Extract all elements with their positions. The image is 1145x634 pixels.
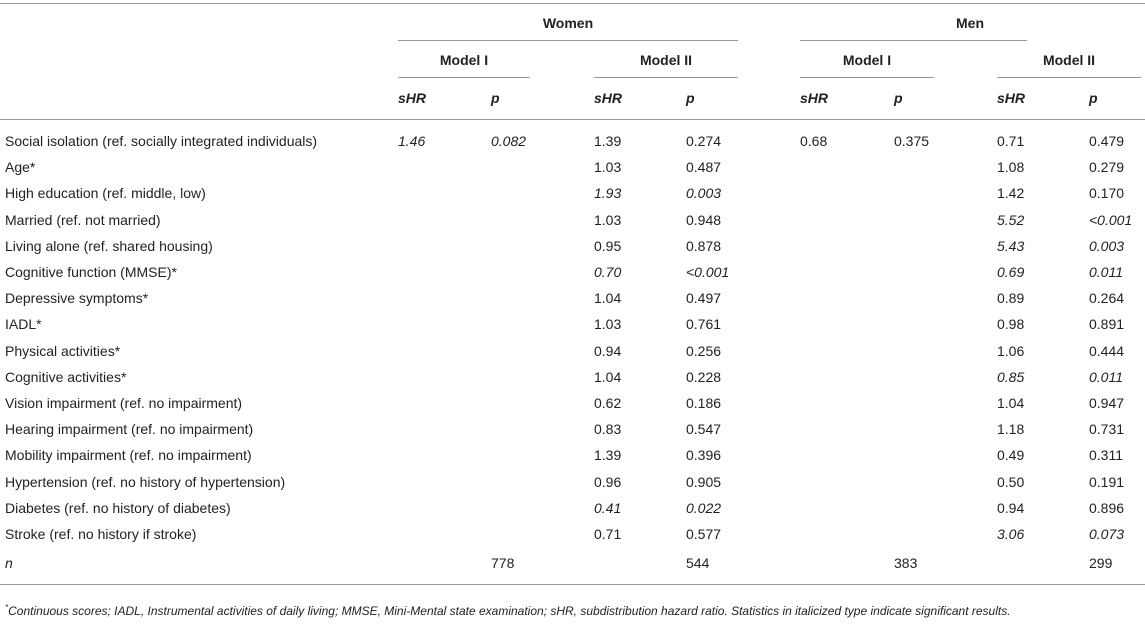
men-m2-shr-cell: 0.69 (997, 264, 1025, 280)
women-m2-p-header: p (686, 90, 695, 106)
women-m1-p-cell: 0.082 (491, 133, 527, 149)
row-label: High education (ref. middle, low) (5, 185, 206, 201)
men-m2-p-cell: 0.279 (1089, 159, 1125, 175)
table-footnote (5, 599, 1141, 620)
men-m2-shr-cell: 0.94 (997, 500, 1025, 516)
women-m2-p-cell: 0.905 (686, 474, 722, 490)
n-row-label: n (5, 555, 13, 571)
row-label: Cognitive function (MMSE)* (5, 264, 177, 280)
men-m2-p-cell: 0.011 (1089, 369, 1123, 385)
men-m2-shr-cell: 0.50 (997, 474, 1025, 490)
women-m2-shr-cell: 1.03 (594, 159, 622, 175)
women-m1-shr-header: sHR (398, 90, 427, 106)
women-m2-p-cell: 0.497 (686, 290, 722, 306)
men-m2-shr-cell: 1.18 (997, 421, 1025, 437)
women-model2-header: Model II (639, 52, 693, 68)
men-m2-shr-cell: 0.98 (997, 316, 1025, 332)
women-m2-shr-cell: 0.70 (594, 264, 622, 280)
row-label: Hypertension (ref. no history of hypertension) (5, 474, 286, 490)
row-label: Hearing impairment (ref. no impairment) (5, 421, 254, 437)
women-m2-p-cell: 0.022 (686, 500, 722, 516)
men-m2-shr-header: sHR (997, 90, 1026, 106)
table-top-rule (0, 3, 1145, 4)
women-m2-p-cell: 0.948 (686, 212, 722, 228)
women-m2-shr-cell: 1.03 (594, 316, 622, 332)
women-m2-p-cell: 0.878 (686, 238, 722, 254)
women-m2-shr-cell: 0.96 (594, 474, 622, 490)
men-model1-header: Model I (842, 52, 892, 68)
men-group-rule (800, 40, 1027, 41)
women-m2-shr-cell: 1.04 (594, 290, 622, 306)
row-label: Age* (5, 159, 36, 175)
men-m2-shr-cell: 5.43 (997, 238, 1025, 254)
table-bottom-rule (0, 584, 1145, 585)
row-label: Diabetes (ref. no history of diabetes) (5, 500, 231, 516)
men-m2-shr-cell: 1.08 (997, 159, 1025, 175)
men-m1-shr-header: sHR (800, 90, 829, 106)
men-m2-p-cell: 0.311 (1089, 447, 1123, 463)
women-m2-p-cell: <0.001 (686, 264, 730, 280)
women-m2-p-cell: 0.274 (686, 133, 722, 149)
women-m2-shr-cell: 0.71 (594, 526, 622, 542)
women-m2-shr-cell: 0.62 (594, 395, 622, 411)
men-m2-shr-cell: 1.04 (997, 395, 1025, 411)
row-label: Married (ref. not married) (5, 212, 161, 228)
row-label: Vision impairment (ref. no impairment) (5, 395, 243, 411)
women-m2-p-cell: 0.256 (686, 343, 722, 359)
women-m2-shr-cell: 0.41 (594, 500, 622, 516)
men-m2-p-cell: 0.896 (1089, 500, 1125, 516)
men-m1-shr-cell: 0.68 (800, 133, 828, 149)
men-m2-p-cell: 0.444 (1089, 343, 1125, 359)
women-m2-p-cell: 0.761 (686, 316, 722, 332)
row-label: Physical activities* (5, 343, 121, 359)
row-label: Cognitive activities* (5, 369, 127, 385)
row-label: Depressive symptoms* (5, 290, 149, 306)
n-men-model1: 383 (894, 555, 918, 571)
n-women-model1: 778 (491, 555, 515, 571)
row-label: Social isolation (ref. socially integrated individuals) (5, 133, 318, 149)
men-m2-p-header: p (1089, 90, 1098, 106)
women-m2-p-cell: 0.003 (686, 185, 722, 201)
women-m2-shr-cell: 0.83 (594, 421, 622, 437)
footnote-text: Continuous scores; IADL, Instrumental activities of daily living; MMSE, Mini-Mental state examination; sHR, subdistribution hazard ratio. Statistics in italicized type indicate significant results. (8, 604, 1011, 618)
women-group-rule (398, 40, 738, 41)
women-m2-p-cell: 0.577 (686, 526, 722, 542)
men-model2-rule (997, 77, 1141, 78)
women-model1-header: Model I (439, 52, 489, 68)
n-men-model2: 299 (1089, 555, 1113, 571)
men-m2-p-cell: 0.731 (1089, 421, 1125, 437)
women-m2-shr-cell: 1.93 (594, 185, 622, 201)
women-m2-p-cell: 0.396 (686, 447, 722, 463)
women-m2-shr-header: sHR (594, 90, 623, 106)
women-m2-p-cell: 0.547 (686, 421, 722, 437)
men-m2-shr-cell: 3.06 (997, 526, 1025, 542)
men-m2-shr-cell: 0.49 (997, 447, 1025, 463)
group-header-women: Women (542, 15, 594, 31)
men-m2-shr-cell: 0.89 (997, 290, 1025, 306)
women-m2-shr-cell: 0.95 (594, 238, 622, 254)
men-m2-p-cell: 0.264 (1089, 290, 1125, 306)
men-model1-rule (800, 77, 934, 78)
men-m2-shr-cell: 0.85 (997, 369, 1025, 385)
footnote-marker: * (5, 603, 9, 612)
men-m1-p-cell: 0.375 (894, 133, 930, 149)
women-m2-p-cell: 0.186 (686, 395, 722, 411)
men-m2-shr-cell: 0.71 (997, 133, 1025, 149)
men-m2-p-cell: 0.011 (1089, 264, 1123, 280)
row-label: Mobility impairment (ref. no impairment) (5, 447, 252, 463)
row-label: Stroke (ref. no history if stroke) (5, 526, 197, 542)
row-label: IADL* (5, 316, 42, 332)
women-m2-shr-cell: 0.94 (594, 343, 622, 359)
women-m2-p-cell: 0.487 (686, 159, 722, 175)
men-m2-shr-cell: 1.06 (997, 343, 1025, 359)
men-m2-shr-cell: 5.52 (997, 212, 1025, 228)
men-m2-p-cell: <0.001 (1089, 212, 1133, 228)
women-m1-shr-cell: 1.46 (398, 133, 426, 149)
row-label: Living alone (ref. shared housing) (5, 238, 213, 254)
men-m2-p-cell: 0.479 (1089, 133, 1125, 149)
n-women-model2: 544 (686, 555, 710, 571)
header-bottom-rule (0, 119, 1145, 120)
group-header-men: Men (956, 15, 984, 31)
men-m2-p-cell: 0.191 (1089, 474, 1125, 490)
women-m2-shr-cell: 1.03 (594, 212, 622, 228)
women-m1-p-header: p (491, 90, 500, 106)
women-model2-rule (594, 77, 738, 78)
women-m2-shr-cell: 1.39 (594, 133, 622, 149)
men-m2-p-cell: 0.891 (1089, 316, 1125, 332)
women-m2-shr-cell: 1.39 (594, 447, 622, 463)
men-m2-p-cell: 0.947 (1089, 395, 1125, 411)
women-m2-shr-cell: 1.04 (594, 369, 622, 385)
women-m2-p-cell: 0.228 (686, 369, 722, 385)
men-m2-p-cell: 0.003 (1089, 238, 1125, 254)
women-model1-rule (398, 77, 530, 78)
men-m2-p-cell: 0.170 (1089, 185, 1125, 201)
men-m2-shr-cell: 1.42 (997, 185, 1025, 201)
men-model2-header: Model II (1042, 52, 1096, 68)
men-m2-p-cell: 0.073 (1089, 526, 1125, 542)
men-m1-p-header: p (894, 90, 903, 106)
